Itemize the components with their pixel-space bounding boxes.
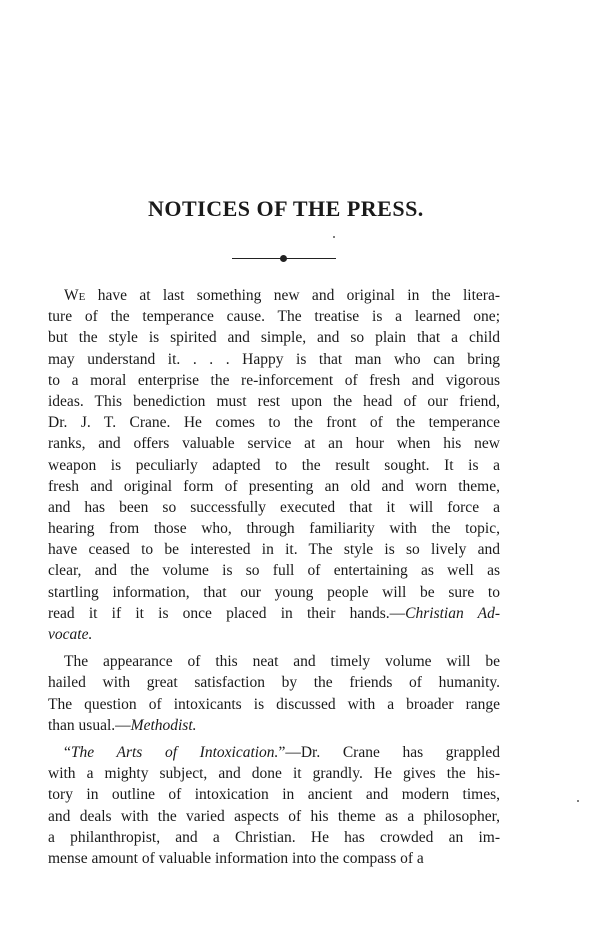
text-line [48, 476, 500, 497]
text-line [48, 582, 500, 603]
text-line [48, 694, 500, 715]
source-name: Methodist. [130, 716, 197, 734]
ornamental-rule-dot [280, 255, 287, 262]
notice-paragraph [48, 742, 500, 869]
print-speck [333, 236, 335, 238]
line-text: clear, and the volume is so full of entertaining as well as [48, 562, 500, 580]
line-text: The question of intoxicants is discussed with a broader range [48, 695, 500, 713]
source-name: vocate. [48, 626, 93, 643]
text-line [48, 412, 500, 433]
source-name: Christian Ad- [405, 604, 501, 622]
line-text: ”—Dr. Crane has grappled [278, 743, 500, 761]
text-line [48, 560, 500, 581]
line-text: ideas. This benediction must rest upon the head of our friend, [48, 392, 500, 410]
page-heading: NOTICES OF THE PRESS. [148, 196, 424, 221]
text-line [48, 763, 500, 784]
text-line [48, 349, 500, 370]
book-title: The Arts of Intoxication. [70, 743, 279, 761]
text-line [48, 306, 500, 327]
line-text: Dr. J. T. Crane. He comes to the front of the temperance [48, 414, 500, 432]
text-line [48, 742, 500, 763]
line-text: mense amount of valuable information into the compass of a [48, 849, 424, 867]
text-line [48, 848, 500, 869]
text-line [48, 715, 500, 736]
text-line [48, 806, 500, 827]
text-line [48, 603, 500, 624]
text-line [48, 651, 500, 672]
text-line [48, 497, 500, 518]
text-line [48, 539, 500, 560]
text-line [48, 455, 500, 476]
text-line [48, 391, 500, 412]
text-line [48, 370, 500, 391]
line-text: and deals with the varied aspects of his theme as a philosopher, [48, 807, 500, 825]
text-line [48, 784, 500, 805]
line-text: fresh and original form of presenting an old and worn theme, [48, 477, 500, 495]
text-line [48, 624, 500, 645]
text-line [48, 327, 500, 348]
line-text: a philanthropist, and a Christian. He has crowded an im- [48, 828, 500, 846]
line-text: weapon is peculiarly adapted to the result sought. It is a [48, 456, 500, 474]
text-line [48, 827, 500, 848]
line-text: with a mighty subject, and done it grandly. He gives the his- [48, 765, 500, 783]
text-line [48, 672, 500, 693]
line-text: but the style is spirited and simple, and so plain that a child [48, 329, 500, 347]
line-text: and has been so successfully executed that it will force a [48, 498, 500, 516]
line-text: hearing from those who, through familiarity with the topic, [48, 520, 500, 538]
line-text: have at last something new and original in the litera- [85, 287, 500, 304]
notices-body [48, 285, 500, 869]
text-line [48, 518, 500, 539]
line-text: have ceased to be interested in it. The style is so lively and [48, 541, 500, 559]
line-text: startling information, that our young people will be sure to [48, 583, 500, 601]
line-text: The appearance of this neat and timely volume will be [64, 653, 500, 671]
line-text: hailed with great satisfaction by the friends of humanity. [48, 674, 500, 692]
lead-word: We [64, 287, 86, 304]
notice-paragraph [48, 651, 500, 736]
notice-paragraph [48, 285, 500, 645]
line-text: ture of the temperance cause. The treatise is a learned one; [48, 308, 500, 326]
text-line [48, 285, 500, 306]
line-text: ranks, and offers valuable service at an hour when his new [48, 435, 500, 453]
open-quote: “ [64, 743, 71, 761]
line-text: to a moral enterprise the re-inforcement of fresh and vigorous [48, 371, 500, 389]
line-text: read it if it is once placed in their hands.— [48, 604, 406, 622]
line-text: than usual.— [48, 716, 131, 734]
line-text: may understand it. . . . Happy is that man who can bring [48, 350, 500, 368]
line-text: tory in outline of intoxication in ancient and modern times, [48, 786, 500, 804]
print-speck [577, 800, 579, 802]
text-line [48, 433, 500, 454]
